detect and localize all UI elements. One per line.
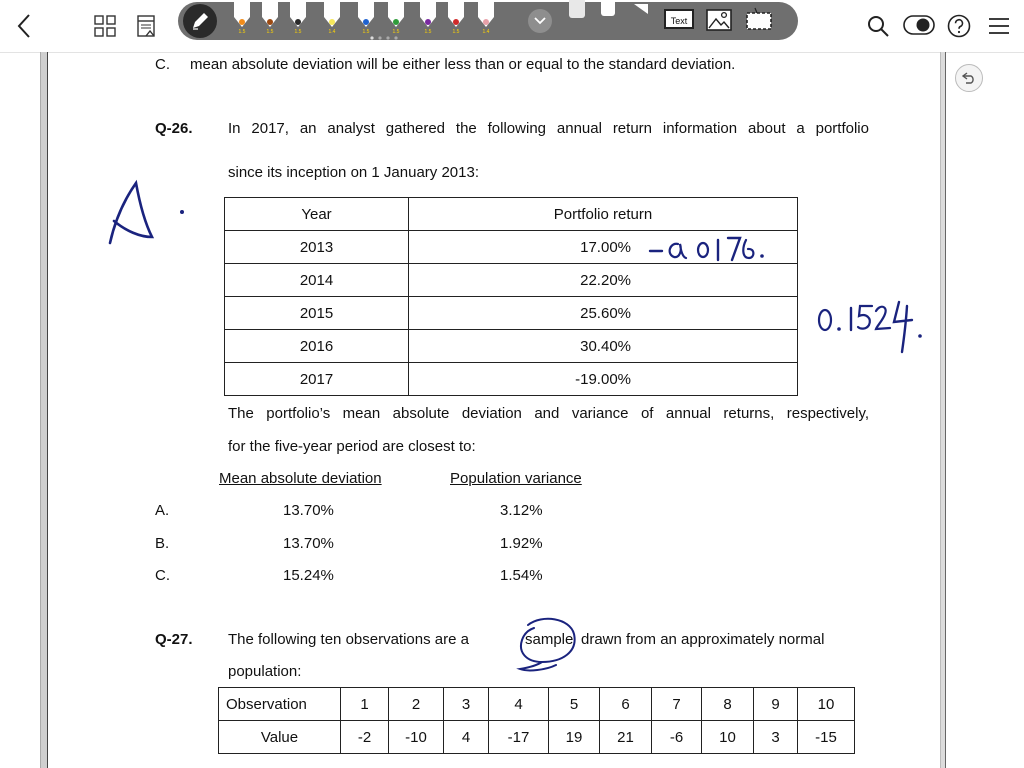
option-var: 1.54% — [500, 567, 543, 584]
pen-ink-dot — [393, 19, 399, 25]
value-cell: 4 — [444, 721, 489, 754]
export-sheet-icon[interactable] — [137, 14, 157, 38]
prev-option-letter: C. — [155, 56, 170, 73]
pen-3[interactable] — [287, 1, 309, 37]
table-row — [225, 297, 798, 330]
pen-ink-dot — [363, 19, 369, 25]
header-year: Year — [225, 198, 409, 231]
q26-stem2: for the five-year period are closest to: — [228, 438, 476, 455]
page-left-border — [40, 52, 48, 768]
handwritten-a-annotation — [100, 175, 195, 250]
page-dots-indicator — [368, 36, 408, 40]
pen-size: 1.4 — [328, 29, 336, 35]
option-letter: A. — [155, 502, 170, 519]
option-mad: 13.70% — [283, 502, 334, 519]
value-cell: -17 — [489, 721, 549, 754]
return-cell: -19.00% — [409, 363, 798, 396]
handwritten-minus-0-017-annotation — [648, 230, 773, 268]
col-header-mad: Mean absolute deviation — [219, 470, 382, 487]
pen-palette — [231, 0, 521, 40]
table-row — [225, 363, 798, 396]
lasso-tool-icon[interactable] — [632, 2, 650, 16]
obs-cell: 8 — [702, 688, 754, 721]
return-cell: 25.60% — [409, 297, 798, 330]
handwritten-circle-sample — [512, 612, 584, 678]
pen-size: 1.5 — [392, 29, 400, 35]
obs-cell: 9 — [754, 688, 798, 721]
q26-line2: since its inception on 1 January 2013: — [228, 164, 479, 181]
option-letter: C. — [155, 567, 170, 584]
col-header-variance: Population variance — [450, 470, 582, 487]
value-label: Value — [219, 721, 341, 754]
obs-cell: 10 — [798, 688, 855, 721]
value-cell: -2 — [341, 721, 389, 754]
pen-ink-dot — [425, 19, 431, 25]
q27-number: Q-27. — [155, 631, 193, 648]
year-cell: 2014 — [225, 264, 409, 297]
pen-ink-dot — [267, 19, 273, 25]
q27-line2: population: — [228, 663, 302, 680]
value-cell: 3 — [754, 721, 798, 754]
pen-ink-dot — [295, 19, 301, 25]
obs-cell: 6 — [600, 688, 652, 721]
pen-2[interactable] — [259, 1, 281, 37]
more-pens-button[interactable] — [528, 9, 552, 33]
obs-cell: 2 — [389, 688, 444, 721]
header-return: Portfolio return — [409, 198, 798, 231]
return-cell: 30.40% — [409, 330, 798, 363]
pen-size: 1.4 — [482, 29, 490, 35]
q26-stem1: The portfolio’s mean absolute deviation and variance of annual returns, respectively, — [228, 405, 869, 422]
option-letter: B. — [155, 535, 170, 552]
thumbnail-grid-icon[interactable] — [94, 15, 116, 37]
pen-6[interactable] — [385, 1, 407, 37]
page-right-border — [940, 52, 946, 768]
highlighter-tool[interactable] — [569, 0, 585, 18]
return-cell: 17.00% — [409, 231, 798, 264]
value-cell: 19 — [549, 721, 600, 754]
pen-size: 1.5 — [424, 29, 432, 35]
return-cell: 22.20% — [409, 264, 798, 297]
pen-7[interactable] — [417, 1, 439, 37]
search-icon[interactable] — [866, 14, 890, 38]
screenshot-tool-icon[interactable] — [745, 7, 773, 33]
option-var: 3.12% — [500, 502, 543, 519]
pen-ink-dot — [329, 19, 335, 25]
pen-8[interactable] — [445, 1, 467, 37]
year-cell: 2013 — [225, 231, 409, 264]
option-mad: 13.70% — [283, 535, 334, 552]
table-row — [225, 264, 798, 297]
pen-size: 1.5 — [452, 29, 460, 35]
ink-dot — [180, 210, 184, 214]
value-cell: -15 — [798, 721, 855, 754]
value-cell: -10 — [389, 721, 444, 754]
ink-dot — [760, 254, 764, 258]
pen-9[interactable] — [475, 1, 497, 37]
q26-line1: In 2017, an analyst gathered the following annual return information about a portfolio — [228, 120, 869, 137]
pen-4[interactable] — [321, 1, 343, 37]
option-var: 1.92% — [500, 535, 543, 552]
value-cell: 21 — [600, 721, 652, 754]
obs-cell: 7 — [652, 688, 702, 721]
undo-icon — [962, 72, 976, 84]
menu-icon[interactable] — [988, 16, 1010, 36]
back-chevron-icon[interactable] — [14, 12, 36, 40]
pen-ink-dot — [483, 19, 489, 25]
pen-ink-dot — [239, 19, 245, 25]
help-icon[interactable] — [947, 14, 971, 38]
table-row — [219, 721, 855, 754]
obs-label: Observation — [219, 688, 341, 721]
text-tool[interactable]: Text — [664, 9, 694, 29]
table-header-row — [225, 198, 798, 231]
pen-1[interactable] — [231, 1, 253, 37]
pen-mode-button[interactable] — [183, 4, 217, 38]
handwritten-0-1524-annotation — [814, 296, 926, 358]
option-mad: 15.24% — [283, 567, 334, 584]
top-toolbar — [0, 0, 1024, 53]
eraser-tool[interactable] — [601, 0, 615, 16]
obs-cell: 4 — [489, 688, 549, 721]
pen-size: 1.5 — [294, 29, 302, 35]
q26-number: Q-26. — [155, 120, 193, 137]
obs-cell: 3 — [444, 688, 489, 721]
image-tool-icon[interactable] — [706, 8, 732, 32]
obs-cell: 5 — [549, 688, 600, 721]
year-cell: 2017 — [225, 363, 409, 396]
year-cell: 2016 — [225, 330, 409, 363]
read-mode-toggle-icon[interactable] — [903, 15, 935, 35]
pen-size: 1.5 — [238, 29, 246, 35]
q27-line1-a: The following ten observations are a — [228, 631, 469, 648]
chevron-down-icon — [534, 17, 546, 25]
returns-table — [224, 197, 798, 396]
ink-dot — [918, 334, 922, 338]
q27-line1-word: sample — [525, 631, 574, 648]
year-cell: 2015 — [225, 297, 409, 330]
value-cell: 10 — [702, 721, 754, 754]
table-row — [219, 688, 855, 721]
pen-ink-dot — [453, 19, 459, 25]
pen-size: 1.5 — [362, 29, 370, 35]
prev-option-text: mean absolute deviation will be either less than or equal to the standard deviation. — [190, 56, 736, 73]
q27-line1-b: drawn from an approximately normal — [581, 631, 825, 648]
ink-dot — [837, 327, 841, 331]
pen-size: 1.5 — [266, 29, 274, 35]
value-cell: -6 — [652, 721, 702, 754]
undo-button[interactable] — [955, 64, 983, 92]
obs-cell: 1 — [341, 688, 389, 721]
pen-bluetooth-icon — [189, 10, 211, 32]
table-row — [225, 330, 798, 363]
pen-5[interactable] — [355, 1, 377, 37]
observations-table — [218, 687, 855, 754]
